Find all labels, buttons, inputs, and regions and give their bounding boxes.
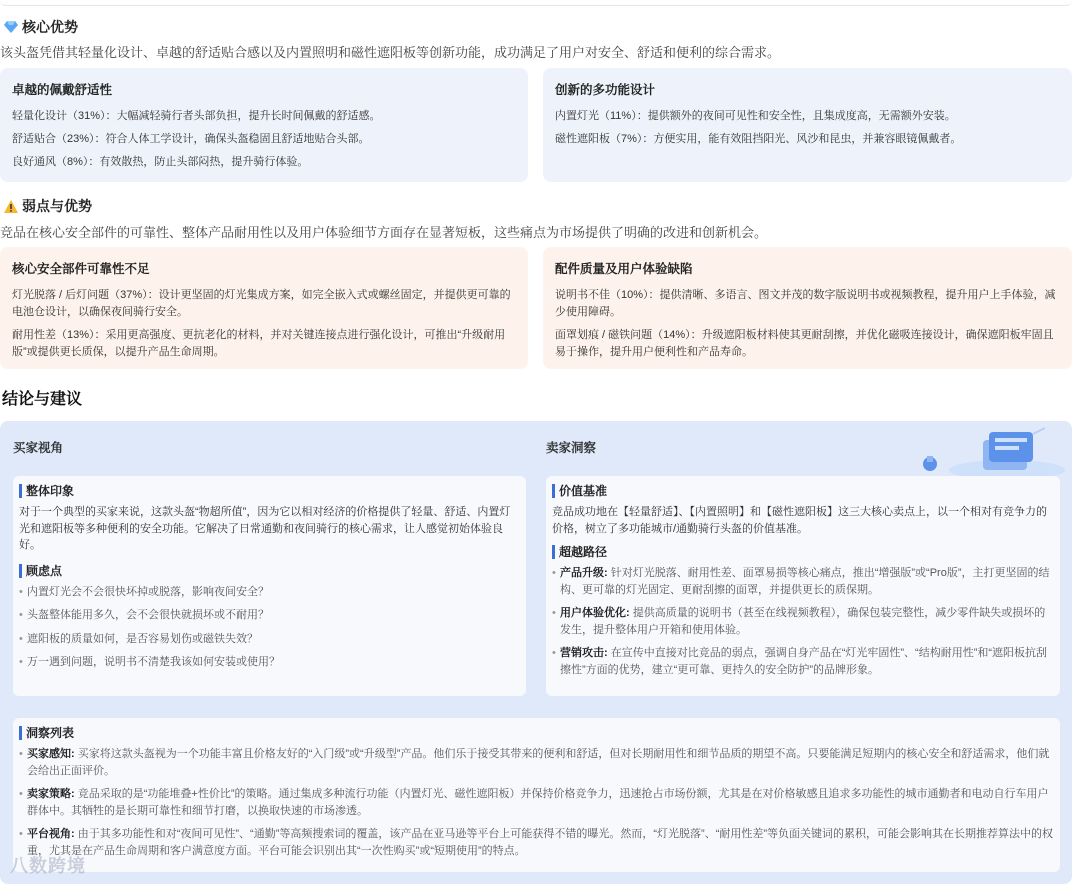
value-benchmark-title: 价值基准 (552, 484, 1054, 498)
card-line: 良好通风（8%）：有效散热，防止头部闷热，提升骑行体验。 (12, 156, 309, 168)
surpass-path-title: 超越路径 (552, 545, 1054, 559)
core-advantages-intro: 该头盔凭借其轻量化设计、卓越的舒适贴合感以及内置照明和磁性遮阳板等创新功能，成功满足了用户对安全、舒适和便利的综合需求。 (0, 45, 781, 60)
diamond-icon (4, 21, 18, 33)
card-line: 灯光脱落 / 后灯问题（37%）：设计更坚固的灯光集成方案，如完全嵌入式或螺丝固定，并提供更可靠的电池仓设计，以确保夜间骑行安全。 (12, 289, 511, 318)
concern-item: • 万一遇到问题，说明书不清楚我该如何安装或使用？ (19, 654, 520, 671)
overall-impression-text: 对于一个典型的买家来说，这款头盔“物超所值”，因为它以相对经济的价格提供了轻量、舒适、内置灯光和遮阳板等多种便利的安全功能。它解决了日常通勤和夜间骑行的核心需求，让人感觉初始体验良好。 (19, 506, 511, 551)
accessory-quality-card (543, 247, 1072, 369)
overall-impression-title: 整体印象 (19, 484, 520, 498)
cloud-server-illustration (915, 422, 1065, 482)
path-item: • 用户体验优化: 提供高质量的说明书（甚至在线视频教程），确保包装完整性，减少零件缺失或损坏的发生，提升整体用户开箱和使用体验。 (552, 605, 1054, 638)
card-line: 内置灯光（11%）：提供额外的夜间可见性和安全性，且集成度高，无需额外安装。 (555, 110, 956, 122)
card-line: 舒适贴合（23%）：符合人体工学设计，确保头盔稳固且舒适地贴合头部。 (12, 133, 370, 145)
safety-reliability-card (0, 247, 528, 369)
card-title: 配件质量及用户体验缺陷 (555, 262, 693, 276)
watermark: 八数跨境 (10, 856, 86, 876)
core-advantages-heading: 核心优势 (4, 17, 78, 37)
card-title: 创新的多功能设计 (555, 83, 656, 97)
buyer-perspective-label: 买家视角 (13, 441, 64, 455)
card-title: 卓越的佩戴舒适性 (12, 83, 113, 97)
comfort-card (0, 68, 528, 182)
insight-item: • 平台视角: 由于其多功能性和对“夜间可见性”、“通勤”等高频搜索词的覆盖，该产品在亚马逊等平台上可能获得不错的曝光。然而，“灯光脱落”、“耐用性差”等负面关键词的累积，可能会影响其在长期推荐算法中的权重，尤其是在产品生命周期和客户满意度方面。平台可能会识别出其“一次性购买”或“短期使用”的特点。 (19, 826, 1054, 859)
concern-item: • 头盔整体能用多久，会不会很快就损坏或不耐用？ (19, 607, 520, 624)
insight-item: • 卖家策略: 竞品采取的是“功能堆叠+性价比”的策略。通过集成多种流行功能（内置灯光、磁性遮阳板）并保持价格竞争力，迅速抢占市场份额，尤其是在对价格敏感且追求多功能性的城市通勤者和电动自行车用户群体中。其牺牲的是长期可靠性和细节打磨，以换取快速的市场渗透。 (19, 786, 1054, 819)
multifunction-card (543, 68, 1072, 182)
path-item: • 营销攻击: 在宣传中直接对比竞品的弱点，强调自身产品在“灯光牢固性”、“结构耐用性”和“遮阳板抗刮擦性”方面的优势，建立“更可靠、更持久的安全防护”的品牌形象。 (552, 645, 1054, 678)
card-line: 磁性遮阳板（7%）：方便实用，能有效阻挡阳光、风沙和昆虫，并兼容眼镜佩戴者。 (555, 133, 962, 145)
buyer-panel (13, 476, 526, 696)
conclusion-heading: 结论与建议 (2, 391, 83, 408)
insight-item: • 买家感知: 买家将这款头盔视为一个功能丰富且价格友好的“入门级”或“升级型”产品。他们乐于接受其带来的便利和舒适，但对长期耐用性和细节品质的期望不高。只要能满足短期内的核心安全和舒适需求，他们就会给出正面评价。 (19, 746, 1054, 779)
path-item: • 产品升级: 针对灯光脱落、耐用性差、面罩易损等核心痛点，推出“增强版”或“Pro版”，主打更坚固的结构、更可靠的灯光固定、更耐刮擦的面罩，并提供更长的质保期。 (552, 565, 1054, 598)
concern-item: • 遮阳板的质量如何，是否容易划伤或磁铁失效？ (19, 631, 520, 648)
insight-list-panel (13, 718, 1060, 872)
weaknesses-intro: 竞品在核心安全部件的可靠性、整体产品耐用性以及用户体验细节方面存在显著短板，这些痛点为市场提供了明确的改进和创新机会。 (0, 225, 768, 240)
concern-item: • 内置灯光会不会很快坏掉或脱落，影响夜间安全？ (19, 584, 520, 601)
weaknesses-heading: 弱点与优势 (4, 196, 92, 216)
seller-panel (546, 476, 1060, 696)
warning-icon (4, 200, 18, 213)
value-benchmark-text: 竞品成功地在【轻量舒适】、【内置照明】和【磁性遮阳板】这三大核心卖点上，以一个相对有竞争力的价格，树立了多功能城市/通勤骑行头盔的价值基准。 (552, 506, 1047, 535)
card-line: 耐用性差（13%）：采用更高强度、更抗老化的材料，并对关键连接点进行强化设计，可推出“升级耐用版”或提供更长质保，以提升产品生命周期。 (12, 329, 506, 358)
top-card-edge (0, 0, 1072, 6)
card-line: 轻量化设计（31%）：大幅减轻骑行者头部负担，提升长时间佩戴的舒适感。 (12, 110, 381, 122)
seller-insight-label: 卖家洞察 (546, 441, 597, 455)
card-title: 核心安全部件可靠性不足 (12, 262, 150, 276)
card-line: 面罩划痕 / 磁铁问题（14%）：升级遮阳板材料使其更耐刮擦，并优化磁吸连接设计，确保遮阳板牢固且易于操作，提升用户便利性和产品寿命。 (555, 329, 1054, 358)
card-line: 说明书不佳（10%）：提供清晰、多语言、图文并茂的数字版说明书或视频教程，提升用户上手体验，减少使用障碍。 (555, 289, 1056, 318)
insight-list-title: 洞察列表 (19, 726, 1054, 740)
concerns-title: 顾虑点 (19, 564, 520, 578)
